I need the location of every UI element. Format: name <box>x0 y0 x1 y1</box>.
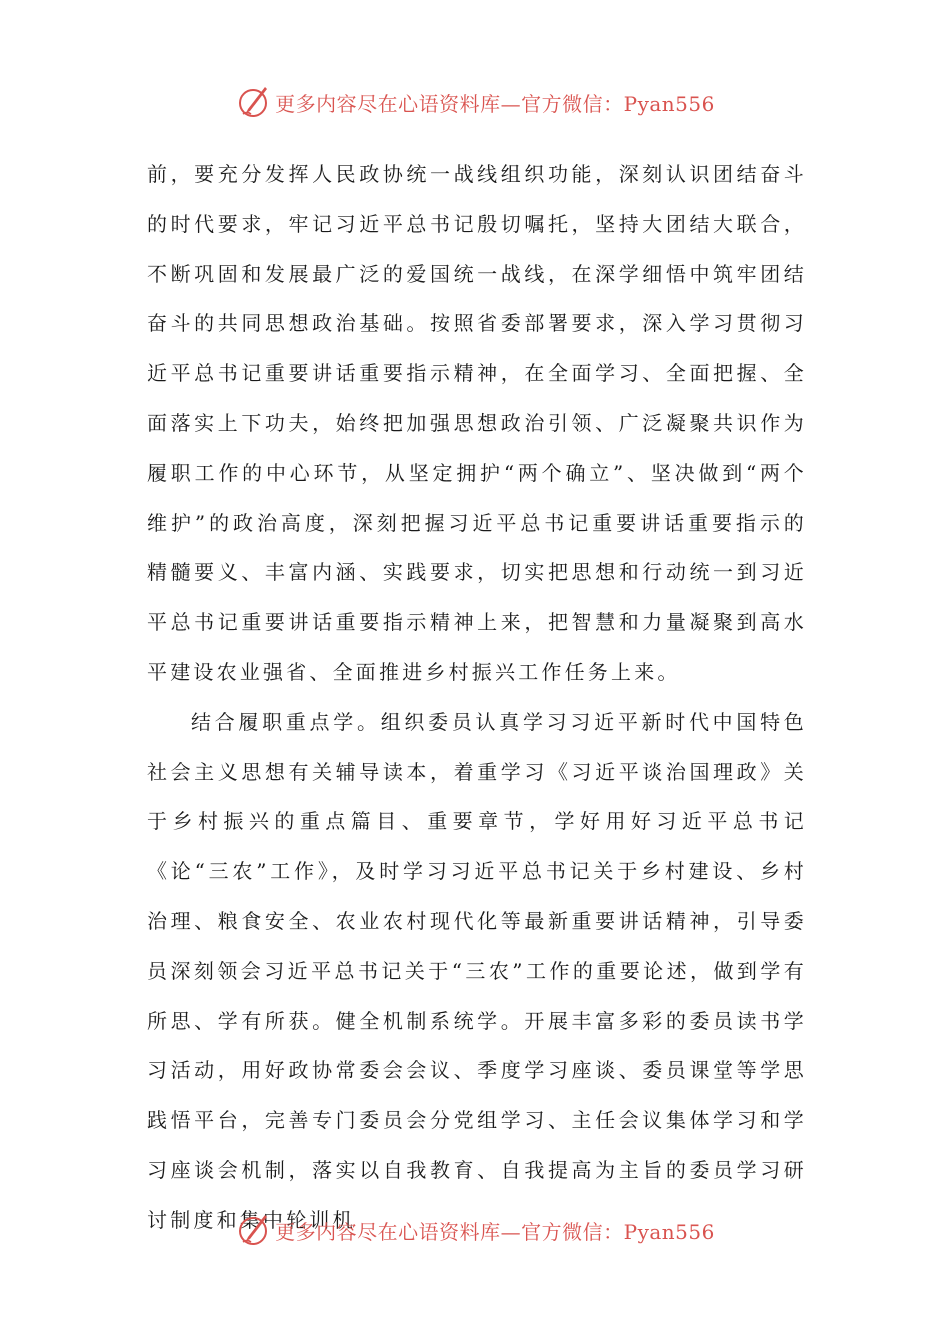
footer-watermark-text: 更多内容尽在心语资料库—官方微信：Pyan556 <box>275 1219 715 1244</box>
footer-watermark-banner <box>0 1210 950 1250</box>
paragraph-study-focus: 结合履职重点学。组织委员认真学习习近平新时代中国特色社会主义思想有关辅导读本，着重学习《习近平谈治国理政》关于乡村振兴的重点篇目、重要章节，学好用好习近平总书记《论“三农”工作》，及时学习习近平总书记关于乡村建设、乡村治理、粮食安全、农业农村现代化等最新重要讲话精神，引导委员深刻领会习近平总书记关于“三农”工作的重要论述，做到学有所思、学有所获。健全机制系统学。开展丰富多彩的委员读书学习活动，用好政协常委会会议、季度学习座谈、委员课堂等学思践悟平台，完善专门委员会分党组学习、主任会议集体学习和学习座谈会机制，落实以自我教育、自我提高为主旨的委员学习研讨制度和集中轮训机 <box>147 709 807 1232</box>
quill-pen-logo-icon <box>235 1212 271 1248</box>
paragraph-continued: 前，要充分发挥人民政协统一战线组织功能，深刻认识团结奋斗的时代要求，牢记习近平总书记殷切嘱托，坚持大团结大联合，不断巩固和发展最广泛的爱国统一战线，在深学细悟中筑牢团结奋斗的共同思想政治基础。按照省委部署要求，深入学习贯彻习近平总书记重要讲话重要指示精神，在全面学习、全面把握、全面落实上下功夫，始终把加强思想政治引领、广泛凝聚共识作为履职工作的中心环节，从坚定拥护“两个确立”、坚决做到“两个维护”的政治高度，深刻把握习近平总书记重要讲话重要指示的精髓要义、丰富内涵、实践要求，切实把思想和行动统一到习近平总书记重要讲话重要指示精神上来，把智慧和力量凝聚到高水平建设农业强省、全面推进乡村振兴工作任务上来。 <box>147 162 807 684</box>
document-body <box>147 150 807 1246</box>
header-watermark-banner <box>0 82 950 122</box>
quill-pen-logo-icon <box>235 84 271 120</box>
header-watermark-text: 更多内容尽在心语资料库—官方微信：Pyan556 <box>275 91 715 116</box>
